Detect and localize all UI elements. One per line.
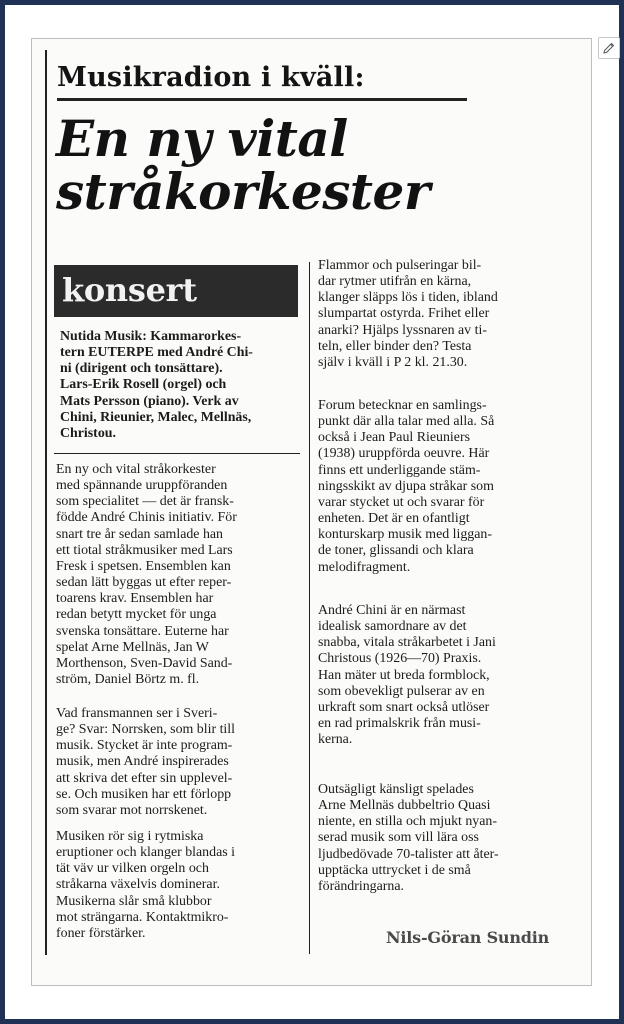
pencil-icon (602, 41, 616, 55)
edit-button[interactable] (598, 37, 620, 59)
text-line: Lars-Erik Rosell (orgel) och (60, 377, 227, 393)
category-label: konsert (62, 271, 197, 309)
category-banner (54, 265, 298, 317)
text-line: varar stycket ut och svarar för (318, 494, 485, 510)
headline-line: En ny vital (56, 109, 348, 168)
text-line: melodifragment. (318, 559, 411, 575)
text-line: spelat Arne Mellnäs, Jan W (56, 639, 209, 655)
flames-paragraph (318, 258, 568, 371)
text-line: finns ett underliggande stäm- (318, 462, 481, 478)
text-line: Outsägligt känsligt spelades (318, 782, 474, 797)
text-line: ge? Svar: Norrsken, som blir till (56, 722, 236, 738)
text-line: ett tiotal stråkmusiker med Lars (56, 542, 233, 558)
text-line: Forum betecknar en samlings- (318, 398, 487, 413)
text-line: stråkarna växelvis dominerar. (56, 877, 220, 893)
text-line: Han mäter ut breda formblock, (318, 667, 490, 683)
text-line: serad musik som vill lära oss (318, 830, 479, 846)
text-line: En ny och vital stråkorkester (56, 462, 216, 477)
text-line: Christou. (60, 425, 116, 441)
text-line: ningsskikt av djupa stråkar som (318, 478, 494, 494)
text-line: ström, Daniel Börtz m. fl. (56, 672, 200, 688)
text-line: punkt där alla talar med alla. Så (318, 414, 495, 430)
intro-paragraph (56, 462, 304, 688)
text-line: konturskarp musik med liggan- (318, 527, 492, 543)
text-line: teln, eller binder den? Testa (318, 338, 472, 354)
text-line: enheten. Det är en ofantligt (318, 511, 470, 527)
text-line: som specialitet — det är fransk- (56, 494, 234, 510)
text-line: ni (dirigent och tonsättare). (60, 361, 223, 377)
rhythm-paragraph (56, 829, 304, 942)
text-line: ljudbedövade 70-talister att åter- (318, 846, 499, 862)
text-line: (1938) uruppförda oeuvre. Här (318, 446, 490, 462)
text-line: Chini, Rieunier, Malec, Mellnäs, (60, 409, 252, 425)
text-line: Fresk i spetsen. Ensemblen kan (56, 558, 231, 574)
text-line: se. Och musiken har ett förlopp (56, 786, 232, 802)
text-line: Nutida Musik: Kammarorkes- (60, 329, 242, 344)
text-line: sedan lätt byggas ut efter reper- (56, 575, 232, 591)
text-line: de toner, glissandi och klara (318, 543, 474, 559)
kicker-title: Musikradion i kväll: (57, 62, 365, 93)
sweden-paragraph (56, 706, 304, 819)
headline-line: stråkorkester (56, 162, 430, 221)
text-line: anarki? Hjälps lyssnaren av ti- (318, 322, 487, 338)
text-line: niente, en stilla och mjukt nyan- (318, 814, 497, 830)
text-line: snart tre år sedan samlade han (56, 526, 223, 542)
text-line: kerna. (318, 732, 353, 748)
text-line: André Chini är en närmast (318, 603, 466, 618)
text-line: Mats Persson (piano). Verk av (60, 393, 239, 409)
text-line: förändringarna. (318, 878, 405, 894)
text-line: som svarar mot norrskenet. (56, 802, 208, 818)
text-line: Musikerna slår små klubbor (56, 893, 212, 909)
text-line: Morthenson, Sven-David Sand- (56, 655, 233, 671)
text-line: dar rytmer utifrån en kärna, (318, 274, 472, 290)
column-rule-top (54, 453, 300, 454)
text-line: tern EUTERPE med André Chi- (60, 345, 253, 361)
text-line: svenska tonsättare. Euterne har (56, 623, 229, 639)
text-line: med spännande uruppföranden (56, 478, 228, 494)
column-divider-left (309, 262, 310, 954)
chini-paragraph (318, 603, 568, 748)
kicker-underline (57, 98, 467, 101)
text-line: musik, men André inspirerades (56, 754, 229, 770)
text-line: Flammor och pulseringar bil- (318, 258, 482, 273)
text-line: toarens krav. Ensemblen har (56, 591, 214, 607)
text-line: födde André Chinis initiativ. För (56, 510, 237, 526)
text-line: också i Jean Paul Rieuniers (318, 430, 470, 446)
text-line: klanger släpps lös i tiden, ibland (318, 290, 498, 306)
program-info (60, 329, 300, 442)
text-line: Christous (1926—70) Praxis. (318, 651, 482, 667)
text-line: Musiken rör sig i rytmiska (56, 829, 204, 844)
headline (56, 109, 516, 221)
text-line: urkraft som snart också utlöser (318, 699, 490, 715)
text-line: musik. Stycket är inte program- (56, 738, 233, 754)
text-line: foner förstärker. (56, 925, 146, 941)
text-line: själv i kväll i P 2 kl. 21.30. (318, 354, 468, 370)
text-line: Vad fransmannen ser i Sveri- (56, 706, 218, 721)
text-line: eruptioner och klanger blandas i (56, 845, 235, 861)
text-line: snabba, vitala stråkarbetet i Jani (318, 635, 496, 651)
forum-paragraph (318, 398, 568, 576)
byline: Nils-Göran Sundin (386, 928, 550, 947)
text-line: slumpartat ostyrda. Frihet eller (318, 306, 490, 322)
text-line: Arne Mellnäs dubbeltrio Quasi (318, 798, 491, 814)
text-line: en rad primalskrik från musi- (318, 716, 481, 732)
text-line: som obevekligt pulserar av en (318, 683, 485, 699)
text-line: redan betytt mycket för unga (56, 607, 217, 623)
quasi-paragraph (318, 782, 568, 895)
left-border-rule (45, 50, 47, 955)
text-line: att skriva det efter sin upplevel- (56, 770, 233, 786)
text-line: upptäcka uttrycket i de små (318, 862, 471, 878)
text-line: idealisk samordnare av det (318, 619, 467, 635)
text-line: tät väv ur vilken orgeln och (56, 861, 209, 877)
text-line: mot strängarna. Kontaktmikro- (56, 909, 229, 925)
